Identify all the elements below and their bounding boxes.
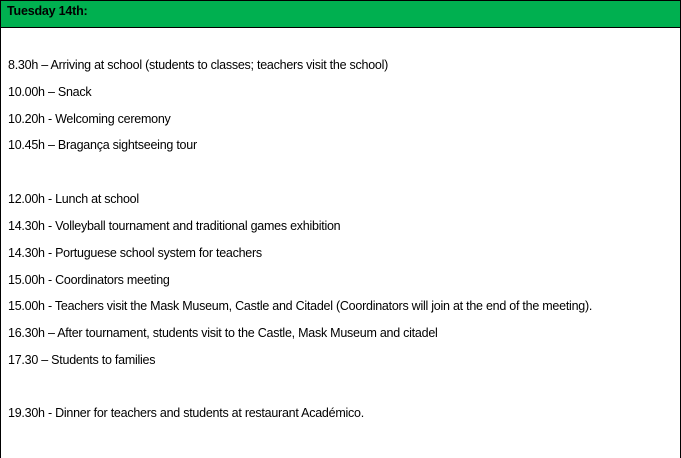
schedule-item: 17.30 – Students to families bbox=[8, 353, 156, 367]
schedule-item: 14.30h - Volleyball tournament and traditional games exhibition bbox=[8, 219, 341, 233]
schedule-item: 15.00h - Coordinators meeting bbox=[8, 273, 170, 287]
schedule-item: 14.30h - Portuguese school system for teachers bbox=[8, 246, 262, 260]
schedule-item: 10.45h – Bragança sightseeing tour bbox=[8, 138, 197, 152]
day-title: Tuesday 14th: bbox=[7, 4, 88, 18]
schedule-item: 12.00h - Lunch at school bbox=[8, 192, 139, 206]
schedule-item: 16.30h – After tournament, students visit to the Castle, Mask Museum and citadel bbox=[8, 326, 438, 340]
schedule-item: 19.30h - Dinner for teachers and students at restaurant Académico. bbox=[8, 406, 364, 420]
schedule-item: 10.00h – Snack bbox=[8, 85, 92, 99]
day-header bbox=[1, 1, 680, 28]
schedule-item: 8.30h – Arriving at school (students to classes; teachers visit the school) bbox=[8, 58, 389, 72]
schedule-item: 10.20h - Welcoming ceremony bbox=[8, 112, 171, 126]
schedule-item: 15.00h - Teachers visit the Mask Museum, Castle and Citadel (Coordinators will join at the end of the meeting). bbox=[8, 299, 593, 313]
